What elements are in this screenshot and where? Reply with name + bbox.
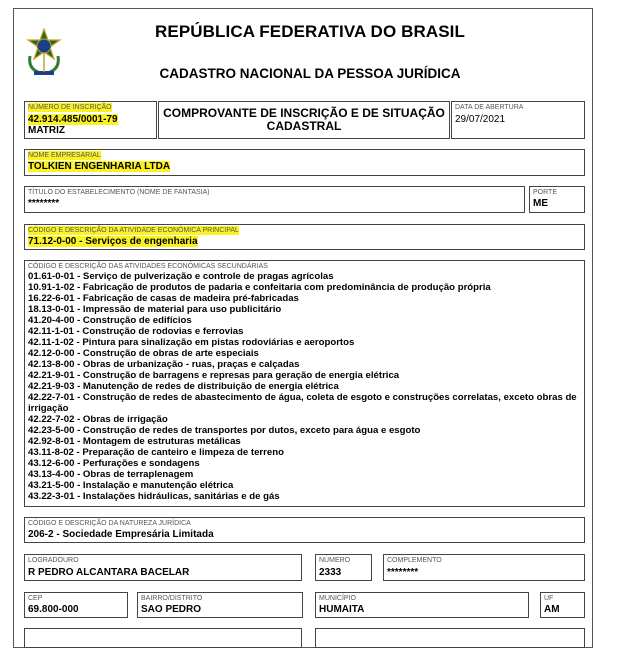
company-name-box	[24, 149, 585, 176]
document-title: COMPROVANTE DE INSCRIÇÃO E DE SITUAÇÃO CADASTRAL	[163, 106, 445, 133]
street-number-box	[315, 554, 372, 581]
complement-box	[383, 554, 585, 581]
list-item: 01.61-0-01 - Serviço de pulverização e controle de pragas agrícolas	[28, 271, 334, 282]
list-item: 16.22-6-01 - Fabricação de casas de madeira pré-fabricadas	[28, 293, 299, 304]
size-box	[529, 186, 585, 213]
registration-type: MATRIZ	[28, 125, 66, 136]
district-box	[137, 592, 303, 618]
state: AM	[544, 604, 560, 615]
street-box	[24, 554, 302, 581]
city-label: MUNICÍPIO	[319, 595, 356, 602]
list-item: 42.12-0-00 - Construção de obras de arte especiais	[28, 348, 259, 359]
list-item: 43.22-3-01 - Instalações hidráulicas, sanitárias e de gás	[28, 491, 280, 502]
main-activity-label: CÓDIGO E DESCRIÇÃO DA ATIVIDADE ECONÔMICA PRINCIPAL	[28, 227, 239, 234]
list-item: 43.12-6-00 - Perfurações e sondagens	[28, 458, 200, 469]
zip-label: CEP	[28, 595, 43, 602]
list-item: 43.21-5-00 - Instalação e manutenção elétrica	[28, 480, 234, 491]
opening-date-box	[451, 101, 585, 139]
main-activity: 71.12-0-00 - Serviços de engenharia	[28, 236, 198, 247]
state-label: UF	[544, 595, 554, 602]
list-item: 42.22-7-01 - Construção de redes de abastecimento de água, coleta de esgoto e construções correlatas, exceto obras de irrigação	[28, 392, 577, 414]
secondary-activities-list	[28, 271, 580, 502]
next-row-box-right	[315, 628, 585, 648]
list-item: 42.13-8-00 - Obras de urbanização - ruas, praças e calçadas	[28, 359, 300, 370]
opening-date: 29/07/2021	[455, 114, 506, 125]
list-item: 42.22-7-02 - Obras de irrigação	[28, 414, 168, 425]
trade-name-box	[24, 186, 525, 213]
trade-name: ********	[28, 198, 60, 209]
list-item: 41.20-4-00 - Construção de edifícios	[28, 315, 192, 326]
list-item: 42.21-9-01 - Construção de barragens e represas para geração de energia elétrica	[28, 370, 400, 381]
list-item: 42.21-9-03 - Manutenção de redes de distribuição de energia elétrica	[28, 381, 339, 392]
secondary-activities-label: CÓDIGO E DESCRIÇÃO DAS ATIVIDADES ECONÔMICAS SECUNDÁRIAS	[28, 263, 268, 270]
registry-title: CADASTRO NACIONAL DA PESSOA JURÍDICA	[159, 66, 461, 81]
list-item: 42.11-1-02 - Pintura para sinalização em pistas rodoviárias e aeroportos	[28, 337, 355, 348]
city-box	[315, 592, 529, 618]
registration-label: NÚMERO DE INSCRIÇÃO	[28, 104, 112, 111]
district-label: BAIRRO/DISTRITO	[141, 595, 203, 602]
trade-name-label: TÍTULO DO ESTABELECIMENTO (NOME DE FANTASIA)	[28, 189, 210, 196]
list-item: 42.23-5-00 - Construção de redes de transportes por dutos, exceto para água e esgoto	[28, 425, 421, 436]
street-number-label: NÚMERO	[319, 557, 351, 564]
company-name-label: NOME EMPRESARIAL	[28, 152, 101, 159]
complement-label: COMPLEMENTO	[387, 557, 442, 564]
list-item: 42.92-8-01 - Montagem de estruturas metálicas	[28, 436, 241, 447]
legal-nature-label: CÓDIGO E DESCRIÇÃO DA NATUREZA JURÍDICA	[28, 520, 191, 527]
country-title: REPÚBLICA FEDERATIVA DO BRASIL	[155, 22, 465, 41]
street: R PEDRO ALCANTARA BACELAR	[28, 567, 190, 578]
complement: ********	[387, 567, 419, 578]
zip: 69.800-000	[28, 604, 79, 615]
list-item: 43.13-4-00 - Obras de terraplenagem	[28, 469, 194, 480]
next-row-box-left	[24, 628, 302, 648]
registration-number: 42.914.485/0001-79	[28, 114, 118, 125]
brasao-armas-icon	[24, 28, 64, 80]
size-value: ME	[533, 198, 548, 209]
zip-box	[24, 592, 128, 618]
list-item: 18.13-0-01 - Impressão de material para uso publicitário	[28, 304, 282, 315]
secondary-activities-box	[24, 260, 585, 507]
list-item: 43.11-8-02 - Preparação de canteiro e limpeza de terreno	[28, 447, 284, 458]
city: HUMAITA	[319, 604, 365, 615]
street-number: 2333	[319, 567, 342, 578]
street-label: LOGRADOURO	[28, 557, 79, 564]
district: SAO PEDRO	[141, 604, 202, 615]
opening-date-label: DATA DE ABERTURA	[455, 104, 524, 111]
legal-nature-box	[24, 517, 585, 543]
list-item: 10.91-1-02 - Fabricação de produtos de padaria e confeitaria com predominância de produção própria	[28, 282, 491, 293]
state-box	[540, 592, 585, 618]
company-name: TOLKIEN ENGENHARIA LTDA	[28, 161, 171, 172]
registration-box	[24, 101, 157, 139]
document-title-box	[158, 101, 450, 139]
size-label: PORTE	[533, 189, 557, 196]
list-item: 42.11-1-01 - Construção de rodovias e ferrovias	[28, 326, 244, 337]
main-activity-box	[24, 224, 585, 250]
legal-nature: 206-2 - Sociedade Empresária Limitada	[28, 529, 214, 540]
